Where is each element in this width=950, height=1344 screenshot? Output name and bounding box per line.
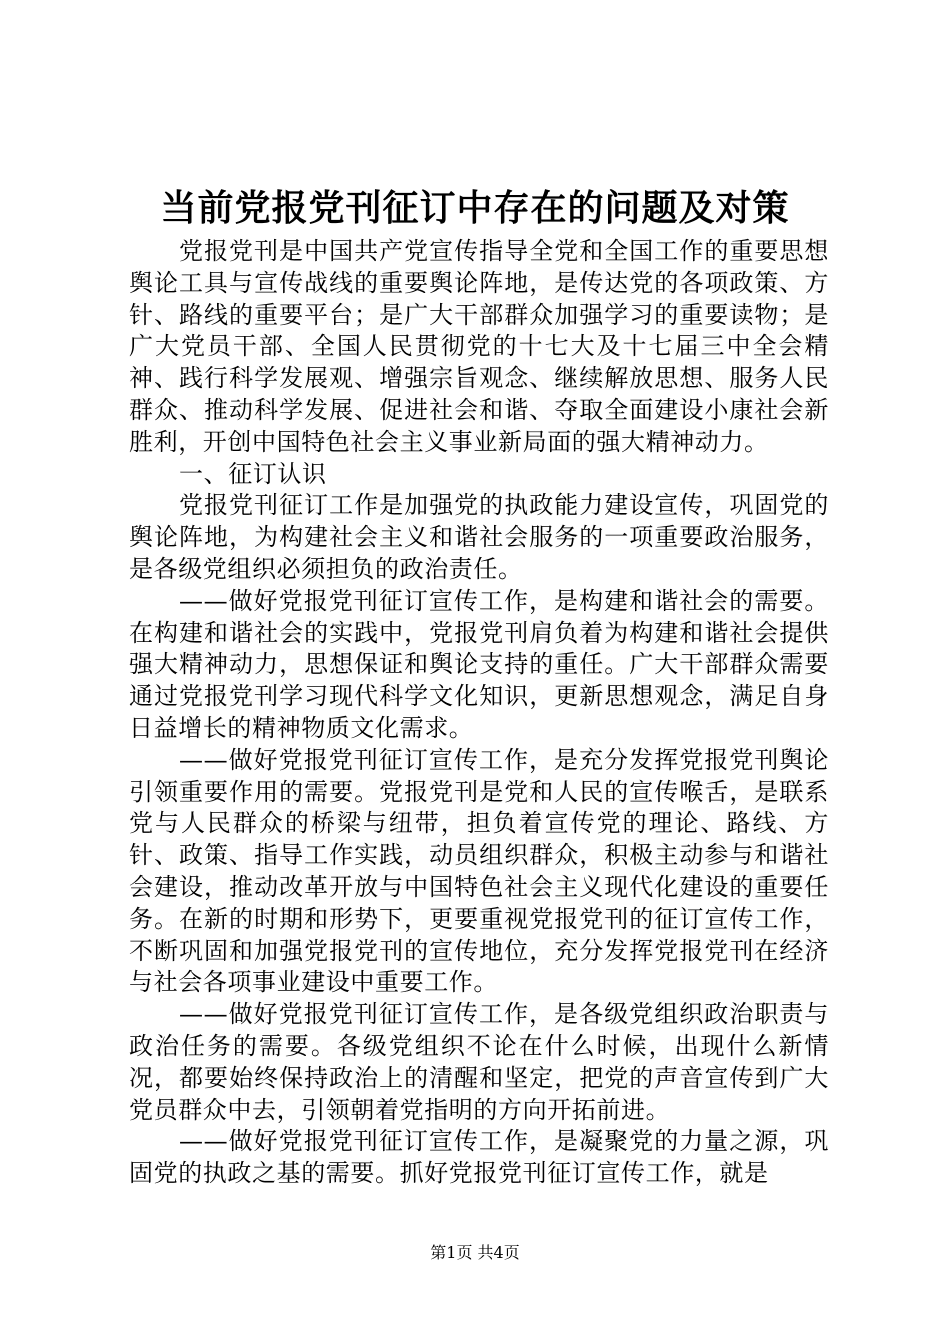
paragraph: ——做好党报党刊征订宣传工作，是构建和谐社会的需要。在构建和谐社会的实践中，党报党刊肩负着为构建和谐社会提供强大精神动力，思想保证和舆论支持的重任。广大干部群众需要通过党报党刊学习现代科学文化知识，更新思想观念，满足自身日益增长的精神物质文化需求。	[129, 586, 829, 742]
page-footer: 第1页 共4页	[430, 1243, 520, 1262]
paragraph-intro: 党报党刊是中国共产党宣传指导全党和全国工作的重要思想舆论工具与宣传战线的重要舆论阵地，是传达党的各项政策、方针、路线的重要平台；是广大干部群众加强学习的重要读物；是广大党员干部、全国人民贯彻党的十七大及十七届三中全会精神、践行科学发展观、增强宗旨观念、继续解放思想、服务人民群众、推动科学发展、促进社会和谐、夺取全面建设小康社会新胜利，开创中国特色社会主义事业新局面的强大精神动力。	[129, 237, 829, 456]
paragraph: ——做好党报党刊征订宣传工作，是各级党组织政治职责与政治任务的需要。各级党组织不论在什么时候，出现什么新情况，都要始终保持政治上的清醒和坚定，把党的声音宣传到广大党员群众中去，引领朝着党指明的方向开拓前进。	[129, 1000, 829, 1124]
paragraph: ——做好党报党刊征订宣传工作，是充分发挥党报党刊舆论引领重要作用的需要。党报党刊是党和人民的宣传喉舌，是联系党与人民群众的桥梁与纽带，担负着宣传党的理论、路线、方针、政策、指导工作实践，动员组织群众，积极主动参与和谐社会建设，推动改革开放与中国特色社会主义现代化建设的重要任务。在新的时期和形势下，更要重视党报党刊的征订宣传工作，不断巩固和加强党报党刊的宣传地位，充分发挥党报党刊在经济与社会各项事业建设中重要工作。	[129, 745, 829, 997]
paragraph: ——做好党报党刊征订宣传工作，是凝聚党的力量之源，巩固党的执政之基的需要。抓好党报党刊征订宣传工作，就是	[129, 1127, 829, 1188]
section-heading: 一、征订认识	[179, 459, 327, 488]
document-title: 当前党报党刊征订中存在的问题及对策	[160, 187, 790, 229]
document-body	[129, 236, 829, 1190]
paragraph: 党报党刊征订工作是加强党的执政能力建设宣传，巩固党的舆论阵地，为构建社会主义和谐社会服务的一项重要政治服务，是各级党组织必须担负的政治责任。	[129, 491, 829, 583]
